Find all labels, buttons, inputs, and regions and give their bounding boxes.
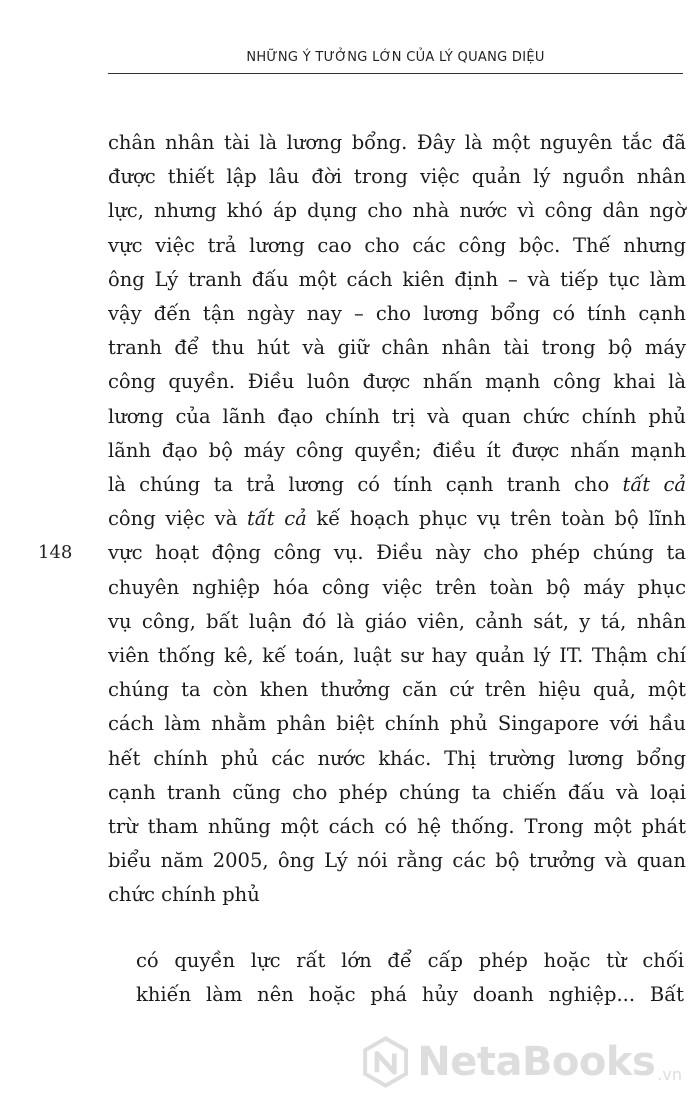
body-text — [108, 126, 686, 913]
text-line: vậy đến tận ngày nay – cho lương bổng có tính cạnh — [108, 302, 686, 326]
block-quote — [136, 944, 684, 1012]
watermark-brand: NetaBooks — [417, 1039, 656, 1085]
running-header: NHỮNG Ý TƯỞNG LỚN CỦA LÝ QUANG DIỆU — [246, 50, 545, 65]
n-hexagon-logo-icon — [362, 1029, 409, 1095]
text-line — [108, 468, 686, 502]
emphasis-text: tất cả — [246, 507, 307, 531]
page-number: 148 — [38, 542, 73, 563]
text-segment: là chúng ta trả lương có tính cạnh tranh cho — [108, 473, 623, 497]
text-line: biểu năm 2005, ông Lý nói rằng các bộ trưởng và quan — [108, 849, 686, 873]
text-line: cạnh tranh cũng cho phép chúng ta chiến đấu và loại — [108, 780, 686, 804]
text-line: chúng ta còn khen thưởng căn cứ trên hiệu quả, một — [108, 678, 686, 702]
text-line: viên thống kê, kế toán, luật sư hay quản lý IT. Thậm chí — [108, 644, 686, 668]
emphasis-text: tất cả — [622, 473, 686, 497]
text-segment: kế hoạch phục vụ trên toàn bộ lĩnh — [306, 507, 687, 531]
text-line: cách làm nhằm phân biệt chính phủ Singapore với hầu — [108, 712, 686, 736]
text-line: tranh để thu hút và giữ chân nhân tài trong bộ máy — [108, 336, 686, 360]
watermark — [362, 1022, 682, 1102]
text-line: chân nhân tài là lương bổng. Đây là một nguyên tắc đã — [108, 131, 686, 154]
watermark-suffix: .vn — [657, 1065, 682, 1084]
text-line — [108, 502, 686, 536]
quote-line: có quyền lực rất lớn để cấp phép hoặc từ chối — [136, 949, 684, 972]
text-line: lãnh đạo bộ máy công quyền; điều ít được nhấn mạnh — [108, 438, 686, 462]
text-line: chuyên nghiệp hóa công việc trên toàn bộ máy phục — [108, 575, 686, 599]
quote-line: khiến làm nên hoặc phá hủy doanh nghiệp... Bất — [136, 983, 684, 1007]
text-line: công quyền. Điều luôn được nhấn mạnh công khai là — [108, 370, 686, 394]
text-line: trừ tham nhũng một cách có hệ thống. Trong một phát — [108, 815, 686, 839]
text-line: vực hoạt động công vụ. Điều này cho phép chúng ta — [108, 541, 686, 565]
text-line: vụ công, bất luận đó là giáo viên, cảnh sát, y tá, nhân — [108, 609, 686, 633]
header-rule — [108, 73, 683, 74]
text-line: lương của lãnh đạo chính trị và quan chức chính phủ — [108, 404, 686, 428]
text-line: lực, nhưng khó áp dụng cho nhà nước vì công dân ngờ — [108, 199, 686, 223]
text-line: hết chính phủ các nước khác. Thị trường lương bổng — [108, 746, 686, 770]
text-line: được thiết lập lâu đời trong việc quản lý nguồn nhân — [108, 165, 686, 189]
text-line: chức chính phủ — [108, 883, 260, 907]
text-line: vực việc trả lương cao cho các công bộc. Thế nhưng — [108, 233, 686, 257]
text-line: ông Lý tranh đấu một cách kiên định – và tiếp tục làm — [108, 267, 686, 291]
text-segment: công việc và — [108, 507, 247, 531]
